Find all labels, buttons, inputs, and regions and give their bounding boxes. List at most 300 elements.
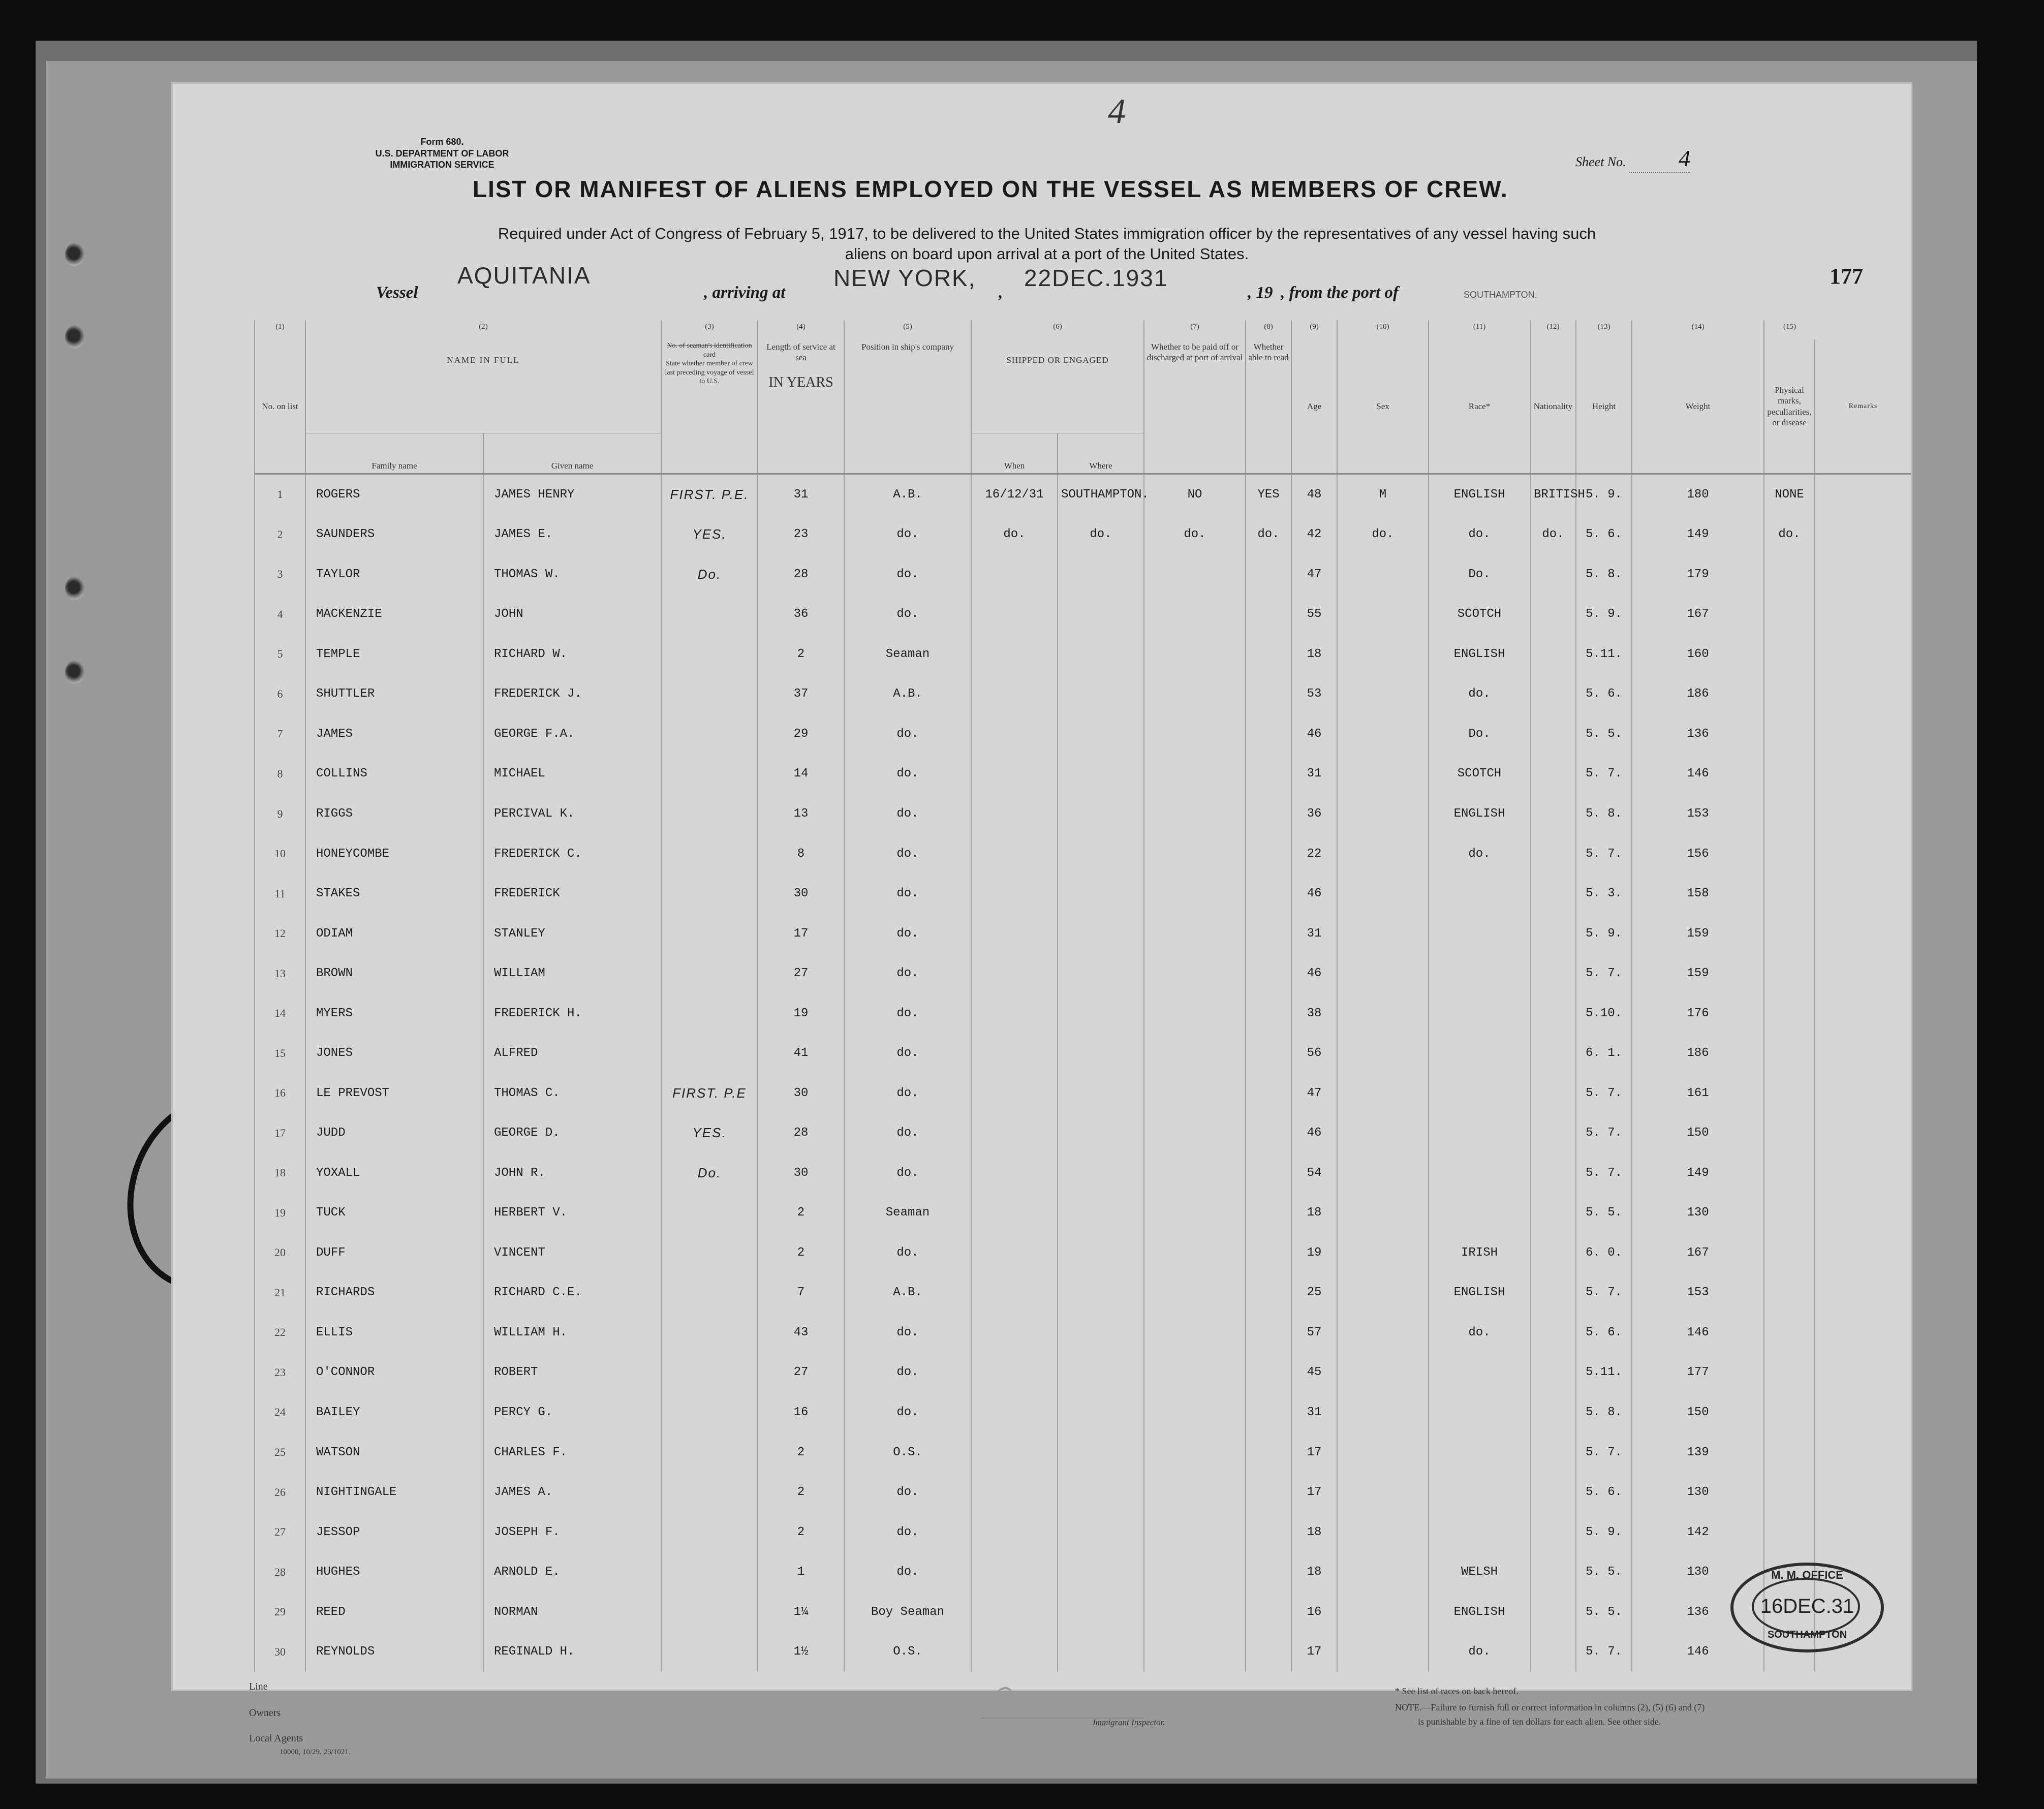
cell-years: 1 [758, 1552, 844, 1592]
cell-when [971, 1432, 1058, 1473]
stamp-bottom-text: SOUTHAMPTON [1767, 1629, 1847, 1640]
cell-height: 5. 8. [1576, 794, 1632, 834]
cell-age: 47 [1291, 554, 1337, 595]
cell-weight: 156 [1632, 834, 1764, 874]
cell-no: 6 [255, 674, 305, 714]
cell-sex [1337, 1273, 1429, 1313]
cell-race: Do. [1429, 554, 1530, 595]
cell-race: ENGLISH [1429, 1273, 1530, 1313]
cell-weight: 186 [1632, 1033, 1764, 1073]
cell-given: THOMAS C. [483, 1073, 661, 1113]
cell-where [1058, 834, 1144, 874]
cell-remarks [1815, 874, 1911, 914]
cell-remarks [1815, 1512, 1911, 1552]
cell-read [1246, 1273, 1291, 1313]
cell-sex [1337, 1512, 1429, 1552]
cell-remarks [1815, 993, 1911, 1034]
cell-read [1246, 1113, 1291, 1153]
cell-given: WILLIAM [483, 953, 661, 993]
manifest-body [255, 474, 1911, 1672]
inspector-signature [981, 1677, 1143, 1719]
table-row [255, 554, 1911, 595]
cell-nationality [1530, 634, 1576, 674]
cell-nationality [1530, 1313, 1576, 1353]
cell-read [1246, 754, 1291, 794]
cell-height: 5. 6. [1576, 515, 1632, 555]
cell-weight: 142 [1632, 1512, 1764, 1552]
table-row [255, 1472, 1911, 1512]
cell-years: 7 [758, 1273, 844, 1313]
cell-read [1246, 834, 1291, 874]
cell-when [971, 1632, 1058, 1672]
cell-no: 7 [255, 714, 305, 754]
cell-no: 26 [255, 1472, 305, 1512]
cell-family: ODIAM [305, 914, 483, 954]
cell-sex [1337, 1432, 1429, 1473]
cell-family: YOXALL [305, 1153, 483, 1193]
cell-remarks [1815, 834, 1911, 874]
cell-when [971, 595, 1058, 635]
cell-age: 16 [1291, 1592, 1337, 1632]
cell-when [971, 1512, 1058, 1552]
cell-paid [1144, 834, 1246, 874]
table-row [255, 1632, 1911, 1672]
cell-remarks [1815, 1353, 1911, 1393]
cell-years: 2 [758, 1512, 844, 1552]
cell-remarks [1815, 1153, 1911, 1193]
cell-position: Seaman [844, 634, 971, 674]
cell-race: SCOTCH [1429, 754, 1530, 794]
cell-where [1058, 1592, 1144, 1632]
cell-family: TUCK [305, 1193, 483, 1233]
cell-position: do. [844, 554, 971, 595]
cell-race: do. [1429, 515, 1530, 555]
cell-no: 24 [255, 1392, 305, 1432]
table-row [255, 1193, 1911, 1233]
cell-read [1246, 1233, 1291, 1273]
cell-nationality [1530, 714, 1576, 754]
cell-when [971, 953, 1058, 993]
stamp-top-text: M. M. OFFICE [1771, 1569, 1843, 1581]
cell-where [1058, 1073, 1144, 1113]
mm-office-stamp [1730, 1563, 1884, 1652]
stamp-date: 16DEC.31 [1760, 1595, 1854, 1617]
cell-position: do. [844, 1033, 971, 1073]
table-row [255, 1113, 1911, 1153]
cell-weight: 136 [1632, 1592, 1764, 1632]
table-row [255, 914, 1911, 954]
cell-paid [1144, 1273, 1246, 1313]
cell-race [1429, 1153, 1530, 1193]
cell-when [971, 634, 1058, 674]
cell-given: JOHN [483, 595, 661, 635]
cell-height: 5. 7. [1576, 1073, 1632, 1113]
footer-note-line-1: NOTE.—Failure to furnish full or correct information in columns (2), (5) (6) and (7) [1395, 1702, 1705, 1712]
table-row [255, 1392, 1911, 1432]
cell-family: LE PREVOST [305, 1073, 483, 1113]
cell-race [1429, 993, 1530, 1034]
cell-sex [1337, 794, 1429, 834]
cell-paid [1144, 953, 1246, 993]
table-row [255, 874, 1911, 914]
cell-where [1058, 874, 1144, 914]
cell-age: 31 [1291, 754, 1337, 794]
header-when: When [971, 433, 1058, 474]
table-row [255, 714, 1911, 754]
cell-height: 5. 7. [1576, 1113, 1632, 1153]
cell-where [1058, 1033, 1144, 1073]
cell-card [661, 1512, 758, 1552]
colnum-4: (4) [758, 320, 844, 339]
crew-manifest-table [254, 320, 1911, 1672]
cell-given: FREDERICK H. [483, 993, 661, 1034]
cell-card: FIRST. P.E [661, 1073, 758, 1113]
cell-position: do. [844, 953, 971, 993]
sheet-number [1575, 145, 1690, 173]
cell-where [1058, 595, 1144, 635]
cell-race: ENGLISH [1429, 474, 1530, 515]
header-weight: Weight [1632, 339, 1764, 474]
cell-years: 43 [758, 1313, 844, 1353]
cell-given: MICHAEL [483, 754, 661, 794]
cell-when [971, 914, 1058, 954]
cell-race: do. [1429, 1313, 1530, 1353]
cell-family: MACKENZIE [305, 595, 483, 635]
cell-nationality [1530, 1353, 1576, 1393]
cell-family: TEMPLE [305, 634, 483, 674]
cell-height: 5. 7. [1576, 1153, 1632, 1193]
cell-when [971, 993, 1058, 1034]
cell-given: FREDERICK J. [483, 674, 661, 714]
cell-sex: do. [1337, 515, 1429, 555]
cell-years: 1½ [758, 1632, 844, 1672]
cell-years: 2 [758, 1193, 844, 1233]
subtitle [361, 224, 1733, 265]
cell-age: 17 [1291, 1472, 1337, 1512]
cell-read: YES [1246, 474, 1291, 515]
footer-inspector-label: Immigrant Inspector. [1093, 1718, 1165, 1727]
cell-no: 12 [255, 914, 305, 954]
cell-no: 1 [255, 474, 305, 515]
cell-height: 5. 7. [1576, 1273, 1632, 1313]
cell-paid [1144, 1552, 1246, 1592]
cell-card: FIRST. P.E. [661, 474, 758, 515]
cell-years: 16 [758, 1392, 844, 1432]
cell-given: ROBERT [483, 1353, 661, 1393]
cell-read [1246, 1313, 1291, 1353]
cell-sex [1337, 1193, 1429, 1233]
header-name-in-full: NAME IN FULL [305, 339, 661, 433]
cell-age: 18 [1291, 634, 1337, 674]
cell-where [1058, 1313, 1144, 1353]
table-row [255, 834, 1911, 874]
cell-read [1246, 634, 1291, 674]
cell-years: 27 [758, 953, 844, 993]
cell-marks [1764, 794, 1815, 834]
page-title: LIST OR MANIFEST OF ALIENS EMPLOYED ON THE VESSEL AS MEMBERS OF CREW. [473, 176, 1508, 202]
header-height: Height [1576, 339, 1632, 474]
cell-weight: 159 [1632, 953, 1764, 993]
cell-nationality [1530, 1033, 1576, 1073]
cell-no: 18 [255, 1153, 305, 1193]
colnum-7: (7) [1144, 320, 1246, 339]
cell-sex [1337, 1592, 1429, 1632]
cell-age: 48 [1291, 474, 1337, 515]
cell-position: do. [844, 714, 971, 754]
cell-years: 29 [758, 714, 844, 754]
cell-sex [1337, 1233, 1429, 1273]
cell-race [1429, 1472, 1530, 1512]
cell-where: SOUTHAMPTON. [1058, 474, 1144, 515]
cell-marks [1764, 834, 1815, 874]
cell-family: MYERS [305, 993, 483, 1034]
cell-remarks [1815, 714, 1911, 754]
cell-paid [1144, 874, 1246, 914]
cell-position: A.B. [844, 474, 971, 515]
header-able-to-read: Whether able to read [1246, 339, 1291, 474]
table-row [255, 1313, 1911, 1353]
cell-remarks [1815, 595, 1911, 635]
cell-no: 3 [255, 554, 305, 595]
cell-height: 5. 6. [1576, 674, 1632, 714]
header-shipped-engaged: SHIPPED OR ENGAGED [971, 339, 1144, 433]
cell-marks [1764, 914, 1815, 954]
cell-years: 2 [758, 1472, 844, 1512]
cell-age: 18 [1291, 1193, 1337, 1233]
cell-family: JESSOP [305, 1512, 483, 1552]
header-paid-off: Whether to be paid off or discharged at port of arrival [1144, 339, 1246, 474]
cell-weight: 130 [1632, 1472, 1764, 1512]
cell-when [971, 1552, 1058, 1592]
cell-no: 19 [255, 1193, 305, 1233]
cell-height: 5. 6. [1576, 1313, 1632, 1353]
cell-height: 5. 9. [1576, 1512, 1632, 1552]
cell-age: 38 [1291, 993, 1337, 1034]
cell-sex [1337, 993, 1429, 1034]
cell-card [661, 634, 758, 674]
cell-read: do. [1246, 515, 1291, 555]
cell-given: JAMES A. [483, 1472, 661, 1512]
cell-card [661, 1033, 758, 1073]
cell-weight: 146 [1632, 754, 1764, 794]
cell-marks [1764, 714, 1815, 754]
cell-where [1058, 1113, 1144, 1153]
table-row [255, 1592, 1911, 1632]
cell-card [661, 1353, 758, 1393]
cell-family: JUDD [305, 1113, 483, 1153]
cell-paid [1144, 1193, 1246, 1233]
cell-age: 25 [1291, 1273, 1337, 1313]
cell-position: do. [844, 1353, 971, 1393]
cell-given: GEORGE F.A. [483, 714, 661, 754]
date-separator: , [999, 284, 1003, 302]
header-in-years: IN YEARS [768, 374, 833, 390]
subtitle-line-2: aliens on board upon arrival at a port of the United States. [845, 245, 1249, 263]
cell-years: 13 [758, 794, 844, 834]
cell-when [971, 1472, 1058, 1512]
cell-years: 2 [758, 1233, 844, 1273]
cell-age: 18 [1291, 1512, 1337, 1552]
cell-nationality [1530, 953, 1576, 993]
cell-sex: M [1337, 474, 1429, 515]
cell-given: PERCIVAL K. [483, 794, 661, 834]
cell-marks [1764, 1313, 1815, 1353]
cell-nationality [1530, 754, 1576, 794]
cell-nationality [1530, 1273, 1576, 1313]
cell-when [971, 794, 1058, 834]
colnum-12: (12) [1530, 320, 1576, 339]
cell-marks [1764, 1033, 1815, 1073]
table-row [255, 794, 1911, 834]
cell-weight: 158 [1632, 874, 1764, 914]
cell-paid [1144, 1073, 1246, 1113]
table-row [255, 1432, 1911, 1473]
cell-height: 5. 9. [1576, 914, 1632, 954]
cell-weight: 130 [1632, 1552, 1764, 1592]
cell-when [971, 714, 1058, 754]
from-port-label: , from the port of [1281, 284, 1399, 302]
cell-when [971, 1153, 1058, 1193]
cell-read [1246, 554, 1291, 595]
cell-nationality: do. [1530, 515, 1576, 555]
sheet-value: 4 [1629, 145, 1690, 173]
cell-age: 56 [1291, 1033, 1337, 1073]
cell-read [1246, 1033, 1291, 1073]
cell-nationality [1530, 595, 1576, 635]
binder-hole-icon [65, 577, 84, 600]
table-row [255, 993, 1911, 1034]
cell-years: 36 [758, 595, 844, 635]
cell-age: 46 [1291, 714, 1337, 754]
cell-position: do. [844, 794, 971, 834]
cell-when [971, 1313, 1058, 1353]
cell-age: 18 [1291, 1552, 1337, 1592]
cell-read [1246, 874, 1291, 914]
cell-family: WATSON [305, 1432, 483, 1473]
cell-given: THOMAS W. [483, 554, 661, 595]
arrival-date: 22DEC.1931 [1024, 265, 1168, 291]
cell-position: do. [844, 1472, 971, 1512]
cell-race [1429, 1033, 1530, 1073]
cell-family: NIGHTINGALE [305, 1472, 483, 1512]
cell-given: NORMAN [483, 1592, 661, 1632]
cell-paid [1144, 1233, 1246, 1273]
sheet-label: Sheet No. [1575, 154, 1626, 169]
cell-card [661, 1472, 758, 1512]
cell-read [1246, 595, 1291, 635]
cell-given: JAMES HENRY [483, 474, 661, 515]
cell-read [1246, 953, 1291, 993]
cell-no: 10 [255, 834, 305, 874]
cell-sex [1337, 914, 1429, 954]
table-row [255, 1073, 1911, 1113]
cell-no: 16 [255, 1073, 305, 1113]
form-header [366, 136, 518, 171]
header-length-service-label: Length of service at sea [766, 342, 835, 363]
cell-card [661, 1313, 758, 1353]
cell-read [1246, 1472, 1291, 1512]
cell-sex [1337, 634, 1429, 674]
cell-marks [1764, 874, 1815, 914]
cell-where [1058, 794, 1144, 834]
cell-sex [1337, 953, 1429, 993]
cell-remarks [1815, 674, 1911, 714]
vessel-name: AQUITANIA [457, 262, 591, 289]
cell-where [1058, 714, 1144, 754]
cell-no: 8 [255, 754, 305, 794]
cell-weight: 177 [1632, 1353, 1764, 1393]
cell-years: 8 [758, 834, 844, 874]
table-row [255, 595, 1911, 635]
cell-card [661, 953, 758, 993]
cell-race: WELSH [1429, 1552, 1530, 1592]
cell-weight: 179 [1632, 554, 1764, 595]
cell-family: SHUTTLER [305, 674, 483, 714]
cell-remarks [1815, 634, 1911, 674]
cell-card [661, 1193, 758, 1233]
cell-years: 30 [758, 1073, 844, 1113]
cell-when [971, 754, 1058, 794]
cell-age: 55 [1291, 595, 1337, 635]
colnum-13: (13) [1576, 320, 1632, 339]
cell-when [971, 1353, 1058, 1393]
cell-no: 11 [255, 874, 305, 914]
cell-where [1058, 1472, 1144, 1512]
cell-card [661, 595, 758, 635]
cell-marks [1764, 634, 1815, 674]
cell-where [1058, 1193, 1144, 1233]
header-no-on-list: No. on list [255, 339, 305, 474]
cell-card [661, 1273, 758, 1313]
cell-age: 57 [1291, 1313, 1337, 1353]
cell-paid [1144, 794, 1246, 834]
cell-family: ROGERS [305, 474, 483, 515]
cell-where [1058, 754, 1144, 794]
cell-remarks [1815, 1233, 1911, 1273]
cell-card [661, 1432, 758, 1473]
cell-weight: 176 [1632, 993, 1764, 1034]
cell-remarks [1815, 1313, 1911, 1353]
cell-when [971, 1592, 1058, 1632]
cell-weight: 161 [1632, 1073, 1764, 1113]
header-position: Position in ship's company [844, 339, 971, 474]
header-where: Where [1058, 433, 1144, 474]
cell-position: do. [844, 1113, 971, 1153]
cell-nationality [1530, 1073, 1576, 1113]
cell-marks [1764, 1193, 1815, 1233]
cell-remarks [1815, 1273, 1911, 1313]
cell-family: JONES [305, 1033, 483, 1073]
cell-card [661, 993, 758, 1034]
cell-position: do. [844, 914, 971, 954]
colnum-9: (9) [1291, 320, 1337, 339]
cell-remarks [1815, 1392, 1911, 1432]
cell-nationality [1530, 1392, 1576, 1432]
table-row [255, 1233, 1911, 1273]
cell-remarks [1815, 1073, 1911, 1113]
cell-sex [1337, 674, 1429, 714]
cell-height: 5.11. [1576, 1353, 1632, 1393]
cell-height: 5. 7. [1576, 953, 1632, 993]
cell-marks [1764, 953, 1815, 993]
cell-height: 5.11. [1576, 634, 1632, 674]
cell-no: 29 [255, 1592, 305, 1632]
page-number: 177 [1830, 264, 1863, 289]
cell-weight: 160 [1632, 634, 1764, 674]
cell-race [1429, 1113, 1530, 1153]
cell-marks [1764, 1512, 1815, 1552]
top-handwritten-mark: 4 [1108, 92, 1126, 131]
